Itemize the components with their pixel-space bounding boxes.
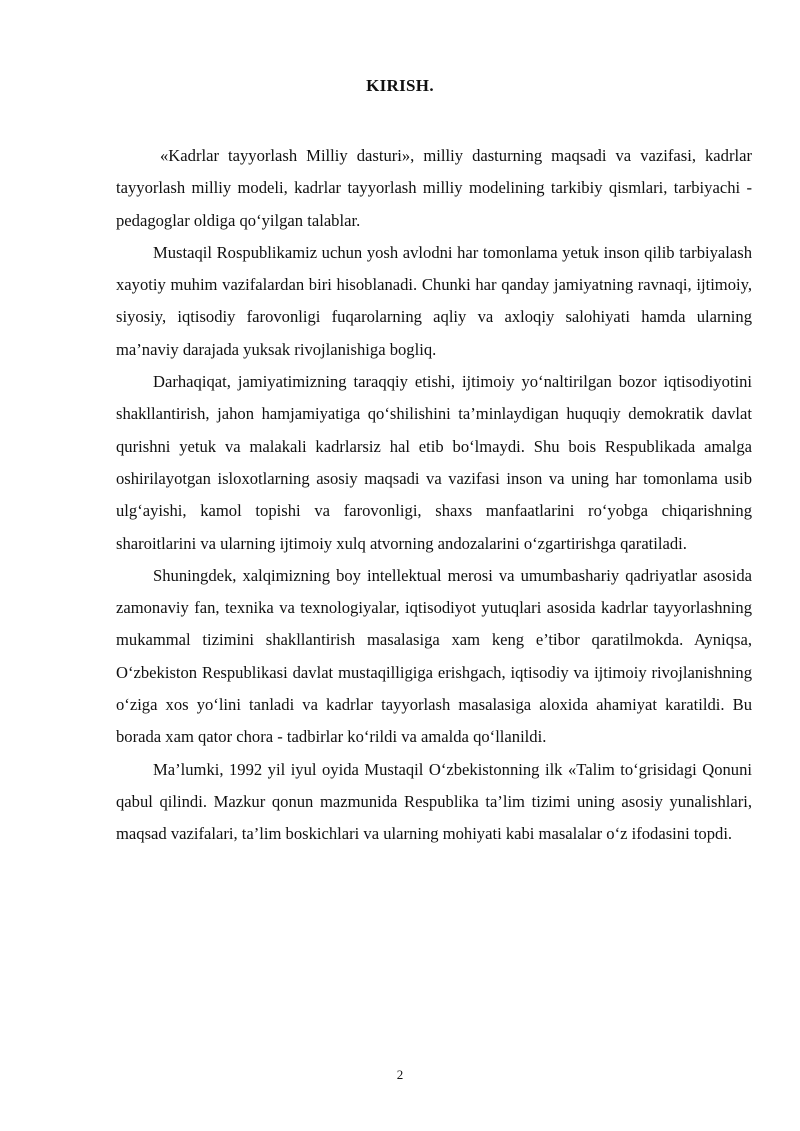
paragraph-1: «Kadrlar tayyorlash Milliy dasturi», milliy dasturning maqsadi va vazifasi, kadrlar tayyorlash milliy modeli, kadrlar tayyorlash milliy modelining tarkibiy qismlari, tarbiyachi - pedagoglar oldiga qo‘yilgan talablar. bbox=[116, 146, 752, 230]
paragraph-2: Mustaqil Rospublikamiz uchun yosh avlodni har tomonlama yetuk inson qilib tarbiyalash xayotiy muhim vazifalardan biri hisoblanadi. Chunki har qanday jamiyatning ravnaqi, ijtimoiy, siyosiy, iqtisodiy farovonligi fuqarolarning aqliy va axloqiy salohiyati hamda ularning ma’naviy darajada yuksak rivojlanishiga bogliq. bbox=[116, 242, 752, 359]
page-number: 2 bbox=[396, 1067, 404, 1082]
paragraph-3: Darhaqiqat, jamiyatimizning taraqqiy etishi, ijtimoiy yo‘naltirilgan bozor iqtisodiyotini shakllantirish, jahon hamjamiyatiga qo‘shilishini ta’minlaydigan huquqiy demokratik davlat qurishni yetuk va malakali kadrlarsiz hal etib bo‘lmaydi. Shu bois Respublikada amalga oshirilayotgan isloxotlarning asosiy maqsadi va vazifasi inson va uning har tomonlama usib ulg‘ayishi, kamol topishi va farovonligi, shaxs manfaatlarini ro‘yobga chiqarishning sharoitlarini va ularning ijtimoiy xulq atvorning andozalarini o‘zgartirishga qaratiladi. bbox=[116, 372, 752, 553]
page-title: KIRISH. bbox=[366, 76, 434, 95]
document-body bbox=[116, 140, 752, 851]
paragraph-4: Shuningdek, xalqimizning boy intellektual merosi va umumbashariy qadriyatlar asosida zamonaviy fan, texnika va texnologiyalar, iqtisodiyot yutuqlari asosida kadrlar tayyorlashning mukammal tizimini shakllantirish masalasiga xam keng e’tibor qaratilmokda. Ayniqsa, O‘zbekiston Respublikasi davlat mustaqilligiga erishgach, iqtisodiy va ijtimoiy rivojlanishning o‘ziga xos yo‘lini tanladi va kadrlar tayyorlash masalasiga aloxida ahamiyat karatildi. Bu borada xam qator chora - tadbirlar ko‘rildi va amalda qo‘llanildi. bbox=[116, 565, 752, 747]
paragraph-5: Ma’lumki, 1992 yil iyul oyida Mustaqil O‘zbekistonning ilk «Talim to‘grisidagi Qonuni qabul qilindi. Mazkur qonun mazmunida Respublika ta’lim tizimi uning asosiy yunalishlari, maqsad vazifalari, ta’lim boskichlari va ularning mohiyati kabi masalalar o‘z ifodasini topdi. bbox=[116, 759, 752, 844]
